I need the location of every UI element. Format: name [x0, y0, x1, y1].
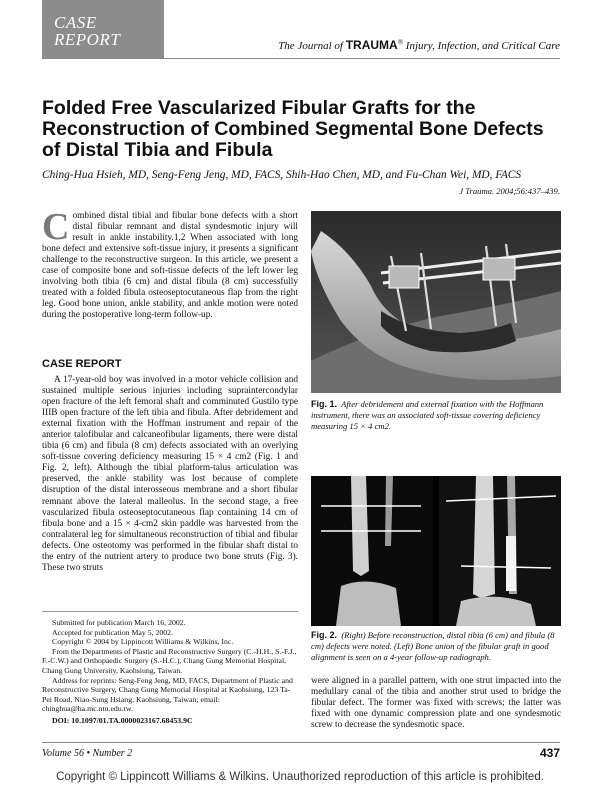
- footnote-reprints: Address for reprints: Seng-Feng Jeng, MD, FACS, Department of Plastic and Reconstructive Surgery, Chang Gung Memorial Hospital at Kaohsiung, 123 Ta-Pei Road, Niao-Sung Hsiang, Kaohsiung, Taiwan; email: chinghua@ha.mc.ntu.edu.tw.: [42, 675, 293, 714]
- footer-rule: [42, 742, 560, 743]
- case-report-tab: [42, 0, 164, 58]
- footnote-rule: [42, 611, 298, 612]
- tab-line-2: REPORT: [54, 30, 121, 49]
- body-column-1: [42, 375, 298, 574]
- journal-suffix: Injury, Infection, and Critical Care: [403, 40, 560, 52]
- figure-2-label: Fig. 2.: [311, 630, 338, 640]
- abstract: [42, 206, 298, 321]
- footnote-submitted: Submitted for publication March 16, 2002.: [52, 618, 186, 627]
- body-text-col2: were aligned in a parallel pattern, with one strut impacted into the medullary canal of the tibia and another strut used to bridge the fibular defect. The former was fixed with screws; the latter was fixed with one dynamic compression plate and one syndesmotic screw to decrease the syndesmotic space.: [311, 676, 561, 731]
- figure-1-label: Fig. 1.: [311, 399, 338, 409]
- body-text-col1: A 17-year-old boy was involved in a motor vehicle collision and sustained multiple serious injuries including supraintercondylar open fracture of the left femoral shaft and comminuted Gustilo type IIIB open fracture of the left tibia and fibula. After debridement and external fixation with the Hoffman instrument and repair of the anterior talofibular and calcaneofibular ligaments, there were distal tibia (6 cm) and fibula (8 cm) defects associated with an overlying soft-tissue covering deficiency measuring 15 × 4 cm2 (Fig. 1 and Fig. 2, left). Although the tibial platform-talus articulation was preserved, the ankle stability was lost because of complete disruption of the distal interosseous membrane and a short fibular remnant above the lateral malleolus. In the second stage, a free vascularized fibula osteoseptocutaneous flap containing 14 cm of fibula bone and a 15 × 4-cm2 skin paddle was harvested from the contralateral leg for simultaneous reconstruction of tibial and fibular defects. One osteotomy was performed in the fibular shaft distal to the entry of the nutrient artery to produce two bone struts (Fig. 3). These two struts: [42, 375, 298, 573]
- article-title: Folded Free Vascularized Fibular Grafts for the Reconstruction of Combined Segmental Bone Defects of Distal Tibia and Fibula: [42, 97, 544, 161]
- drop-cap: C: [42, 206, 70, 248]
- section-heading: CASE REPORT: [42, 358, 122, 370]
- page-number: 437: [539, 746, 560, 760]
- header-rule: [42, 58, 560, 59]
- footnote-affiliation: From the Departments of Plastic and Reconstructive Surgery (C.-H.H., S.-F.J., F.-C.W.) and Orthopaedic Surgery (S.-H.C.), Chang Gung Memorial Hospital, Chang Gung University, Kaohsiung, Taiwan.: [42, 646, 297, 675]
- copyright-notice: Copyright © Lippincott Williams & Wilkins. Unauthorized reproduction of this article is prohibited.: [56, 771, 544, 783]
- journal-reg: ®: [397, 38, 404, 47]
- volume-number: Volume 56 • Number 2: [42, 748, 133, 759]
- article-authors: Ching-Hua Hsieh, MD, Seng-Feng Jeng, MD, FACS, Shih-Hao Chen, MD, and Fu-Chan Wei, MD, FACS: [42, 169, 522, 181]
- figure-2-caption: [311, 630, 561, 662]
- journal-brand: TRAUMA: [345, 38, 398, 52]
- figure-2-radiographs: [311, 476, 561, 626]
- figure-1-caption: [311, 399, 561, 431]
- footnotes: [42, 618, 298, 726]
- journal-prefix: The Journal of: [278, 40, 346, 52]
- footnote-doi: DOI: 10.1097/01.TA.0000023167.68453.9C: [52, 715, 193, 725]
- journal-header: [278, 38, 560, 52]
- figure-1-caption-text: After debridement and external fixation with the Hoffmann instrument, there was an associated soft-tissue covering deficiency measuring 15 × 4 cm2.: [311, 399, 544, 431]
- article-citation: J Trauma. 2004;56:437–439.: [459, 186, 560, 196]
- abstract-text: ombined distal tibial and fibular bone defects with a short distal fibular remnant and distal syndesmotic injury will result in ankle instability.1,2 When associated with long bone defect and extensive soft-tissue injury, it presents a significant challenge to the reconstructive surgeon. In this article, we present a case of composite bone and soft-tissue defects of the left lower leg involving both tibia (6 cm) and distal fibula (8 cm) successfully treated with a folded fibula osteoseptocutaneous flap from the right leg. Good bone union, ankle stability, and ankle motion were noted during the postoperative long-term follow-up.: [42, 211, 298, 321]
- footnote-accepted: Accepted for publication May 5, 2002.: [52, 627, 174, 637]
- body-column-2: [311, 676, 561, 731]
- figure-2-caption-text: (Right) Before reconstruction, distal tibia (6 cm) and fibula (8 cm) defects were noted. (Left) Bone union of the fibular graft in good alignment is seen on a 4-year follow-up radiograph.: [311, 630, 555, 662]
- footnote-copyright: Copyright © 2004 by Lippincott Williams & Wilkins, Inc.: [52, 637, 234, 647]
- figure-1-photo: [311, 211, 561, 393]
- tab-line-1: CASE: [54, 13, 97, 32]
